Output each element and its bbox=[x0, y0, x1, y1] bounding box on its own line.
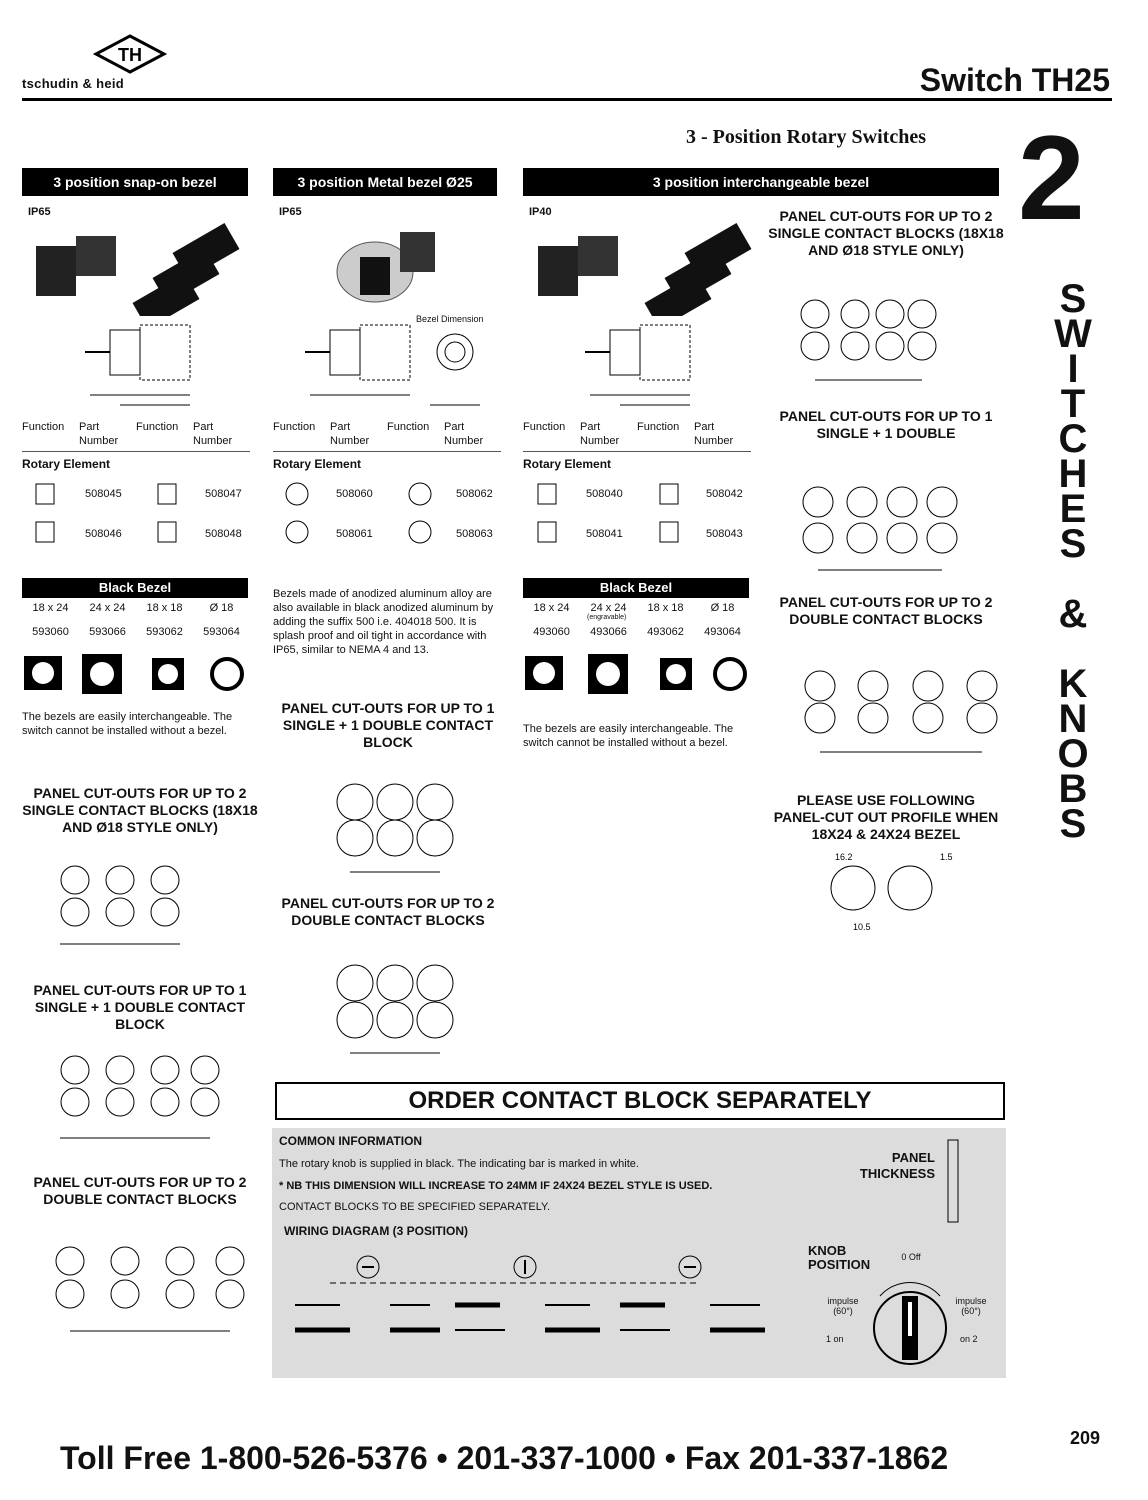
col4-profile-drawing bbox=[815, 848, 975, 933]
col1-rotary-symbols bbox=[28, 478, 248, 548]
col2-dimension-drawing bbox=[300, 320, 500, 412]
col2-part: 508062 bbox=[456, 488, 493, 500]
col1-cutout-title-2: PANEL CUT-OUTS FOR UP TO 1 SINGLE + 1 DOUBLE CONTACT BLOCK bbox=[33, 982, 247, 1032]
col1-part: 508048 bbox=[205, 528, 242, 540]
knob-position-icon bbox=[860, 1276, 960, 1372]
col3-sizes: 18 x 24 24 x 24 18 x 18 Ø 18 bbox=[533, 602, 735, 614]
col1-note: The bezels are easily interchangeable. The switch cannot be installed without a bezel. bbox=[22, 711, 233, 737]
page-number: 209 bbox=[1070, 1428, 1101, 1448]
col1-dimension-drawing bbox=[80, 320, 210, 412]
chapter-letter: S bbox=[1059, 802, 1087, 846]
col3-dimension-drawing bbox=[580, 320, 710, 412]
chapter-letter: E bbox=[1059, 487, 1087, 531]
common-info-title: COMMON INFORMATION bbox=[279, 1134, 423, 1148]
chapter-letter: O bbox=[1057, 732, 1089, 776]
col1-product-image bbox=[26, 216, 246, 316]
col2-cutout-drawing-1 bbox=[300, 760, 470, 880]
col3-rotary-symbols bbox=[530, 478, 750, 548]
footer-contact: Toll Free 1-800-526-5376 • 201-337-1000 • Fax 201-337-1862 bbox=[60, 1440, 949, 1476]
col1-title-bar: 3 position snap-on bezel bbox=[22, 168, 248, 196]
col4-cutout-title-2: PANEL CUT-OUTS FOR UP TO 1 SINGLE + 1 DOUBLE bbox=[779, 408, 993, 441]
chapter-label bbox=[1038, 277, 1108, 846]
chapter-letter: T bbox=[1060, 382, 1086, 426]
col3-title-bar: 3 position interchangeable bezel bbox=[523, 168, 999, 196]
col2-rotary-symbols bbox=[280, 478, 500, 548]
knob-position-label: KNOB POSITION bbox=[808, 1243, 871, 1272]
col1-cutout-title-1: PANEL CUT-OUTS FOR UP TO 2 SINGLE CONTACT BLOCKS (18X18 AND Ø18 STYLE ONLY) bbox=[22, 785, 258, 835]
common-info-line: The rotary knob is supplied in black. The indicating bar is marked in white. bbox=[279, 1158, 639, 1170]
col1-part: 508046 bbox=[85, 528, 122, 540]
chapter-letter: K bbox=[1058, 662, 1088, 706]
col1-cutout-drawing-1 bbox=[40, 860, 200, 950]
col4-cutout-title-4: PLEASE USE FOLLOWING PANEL-CUT OUT PROFILE WHEN 18X24 & 24X24 BEZEL bbox=[773, 792, 999, 842]
col3-rotary-label: Rotary Element bbox=[523, 457, 612, 471]
chapter-number: 2 bbox=[1018, 111, 1085, 245]
col1-part: 508047 bbox=[205, 488, 242, 500]
wiring-diagram bbox=[280, 1245, 780, 1345]
col2-rotary-label: Rotary Element bbox=[273, 457, 362, 471]
col2-note: Bezels made of anodized aluminum alloy are also available in black anodized aluminum by adding the suffix 500 i.e. 404018 500. It is splash proof and oil tight in accordance with IP65, similar to NEMA 4 and 13. bbox=[273, 588, 494, 656]
col3-part: 508040 bbox=[586, 488, 623, 500]
chapter-letter: I bbox=[1067, 347, 1079, 391]
chapter-letter: & bbox=[1058, 592, 1088, 636]
col4-cutout-drawing-3 bbox=[770, 636, 1000, 762]
col2-part: 508061 bbox=[336, 528, 373, 540]
col2-part: 508060 bbox=[336, 488, 373, 500]
col4-dim-label: 1.5 bbox=[940, 852, 953, 862]
col3-part: 508042 bbox=[706, 488, 743, 500]
col1-sizes: 18 x 24 24 x 24 18 x 18 Ø 18 bbox=[32, 602, 234, 614]
chapter-letter: B bbox=[1058, 767, 1088, 811]
order-banner: ORDER CONTACT BLOCK SEPARATELY bbox=[275, 1082, 1005, 1120]
col1-ip: IP65 bbox=[28, 206, 51, 218]
chapter-letter: C bbox=[1058, 417, 1088, 461]
col3-bezel-numbers: 493060 493066 493062 493064 bbox=[533, 626, 741, 638]
col2-table-header: Function Part Number Function Part Number bbox=[273, 420, 501, 452]
wiring-title: WIRING DIAGRAM (3 POSITION) bbox=[284, 1224, 468, 1238]
col3-table-header: Function Part Number Function Part Number bbox=[523, 420, 751, 452]
col2-cutout-drawing-2 bbox=[300, 938, 470, 1060]
knob-on1-label: 1 on bbox=[826, 1334, 844, 1344]
knob-impulse-left: impulse (60°) bbox=[827, 1296, 859, 1316]
common-info-line: * NB THIS DIMENSION WILL INCREASE TO 24MM IF 24X24 BEZEL STYLE IS USED. bbox=[279, 1180, 713, 1192]
chapter-letter: H bbox=[1058, 452, 1088, 496]
col1-cutout-drawing-3 bbox=[30, 1236, 250, 1336]
col1-table-header: Function Part Number Function Part Number bbox=[22, 420, 250, 452]
chapter-letter: S bbox=[1059, 522, 1087, 566]
col4-cutout-title-3: PANEL CUT-OUTS FOR UP TO 2 DOUBLE CONTACT BLOCKS bbox=[779, 594, 993, 627]
col4-cutout-drawing-2 bbox=[770, 452, 970, 576]
col1-bezel-numbers: 593060 593066 593062 593064 bbox=[32, 626, 240, 638]
col1-bezel-icons bbox=[22, 652, 250, 694]
col2-cutout-title-1: PANEL CUT-OUTS FOR UP TO 1 SINGLE + 1 DOUBLE CONTACT BLOCK bbox=[281, 700, 495, 750]
col4-dim-label: 10.5 bbox=[853, 922, 871, 932]
section-subtitle: 3 - Position Rotary Switches bbox=[686, 126, 926, 148]
col2-ip: IP65 bbox=[279, 206, 302, 218]
chapter-letter: W bbox=[1054, 312, 1092, 356]
panel-thickness-label: PANEL THICKNESS bbox=[859, 1150, 935, 1181]
col2-part: 508063 bbox=[456, 528, 493, 540]
chapter-letter: N bbox=[1058, 697, 1088, 741]
panel-thickness-drawing bbox=[940, 1138, 970, 1228]
common-info-line: CONTACT BLOCKS TO BE SPECIFIED SEPARATELY. bbox=[279, 1201, 551, 1213]
col1-part: 508045 bbox=[85, 488, 122, 500]
chapter-letter: S bbox=[1059, 277, 1087, 321]
col4-cutout-title-1: PANEL CUT-OUTS FOR UP TO 2 SINGLE CONTACT BLOCKS (18X18 AND Ø18 STYLE ONLY) bbox=[768, 208, 1004, 258]
col4-cutout-drawing-1 bbox=[770, 262, 950, 390]
col3-product-image bbox=[528, 216, 758, 316]
brand-logo bbox=[22, 34, 172, 94]
col2-title-bar: 3 position Metal bezel Ø25 bbox=[273, 168, 497, 196]
brand-name: tschudin & heid bbox=[22, 76, 124, 91]
col3-part: 508043 bbox=[706, 528, 743, 540]
col1-cutout-title-3: PANEL CUT-OUTS FOR UP TO 2 DOUBLE CONTACT BLOCKS bbox=[33, 1174, 247, 1207]
col1-rotary-label: Rotary Element bbox=[22, 457, 111, 471]
knob-off-label: 0 Off bbox=[901, 1252, 921, 1262]
col1-black-bezel: Black Bezel bbox=[22, 578, 248, 598]
knob-on2-label: on 2 bbox=[960, 1334, 978, 1344]
page-title: Switch TH25 bbox=[919, 62, 1110, 98]
col3-note: The bezels are easily interchangeable. The switch cannot be installed without a bezel. bbox=[523, 723, 734, 749]
col4-dim-label: 16.2 bbox=[835, 852, 853, 862]
logo-letters: TH bbox=[118, 45, 142, 65]
col3-ip: IP40 bbox=[529, 206, 552, 218]
col2-bezel-dimension-label: Bezel Dimension bbox=[416, 314, 484, 324]
th-logo-icon bbox=[90, 34, 170, 74]
col3-black-bezel: Black Bezel bbox=[523, 578, 749, 598]
col3-engravable: (engravable) bbox=[587, 614, 627, 621]
knob-impulse-right: impulse (60°) bbox=[955, 1296, 987, 1316]
col3-part: 508041 bbox=[586, 528, 623, 540]
col3-bezel-icons bbox=[523, 652, 751, 694]
header-rule bbox=[22, 98, 1112, 101]
col2-cutout-title-2: PANEL CUT-OUTS FOR UP TO 2 DOUBLE CONTACT BLOCKS bbox=[281, 895, 495, 928]
col1-cutout-drawing-2 bbox=[40, 1050, 220, 1145]
col2-product-image bbox=[330, 212, 440, 312]
